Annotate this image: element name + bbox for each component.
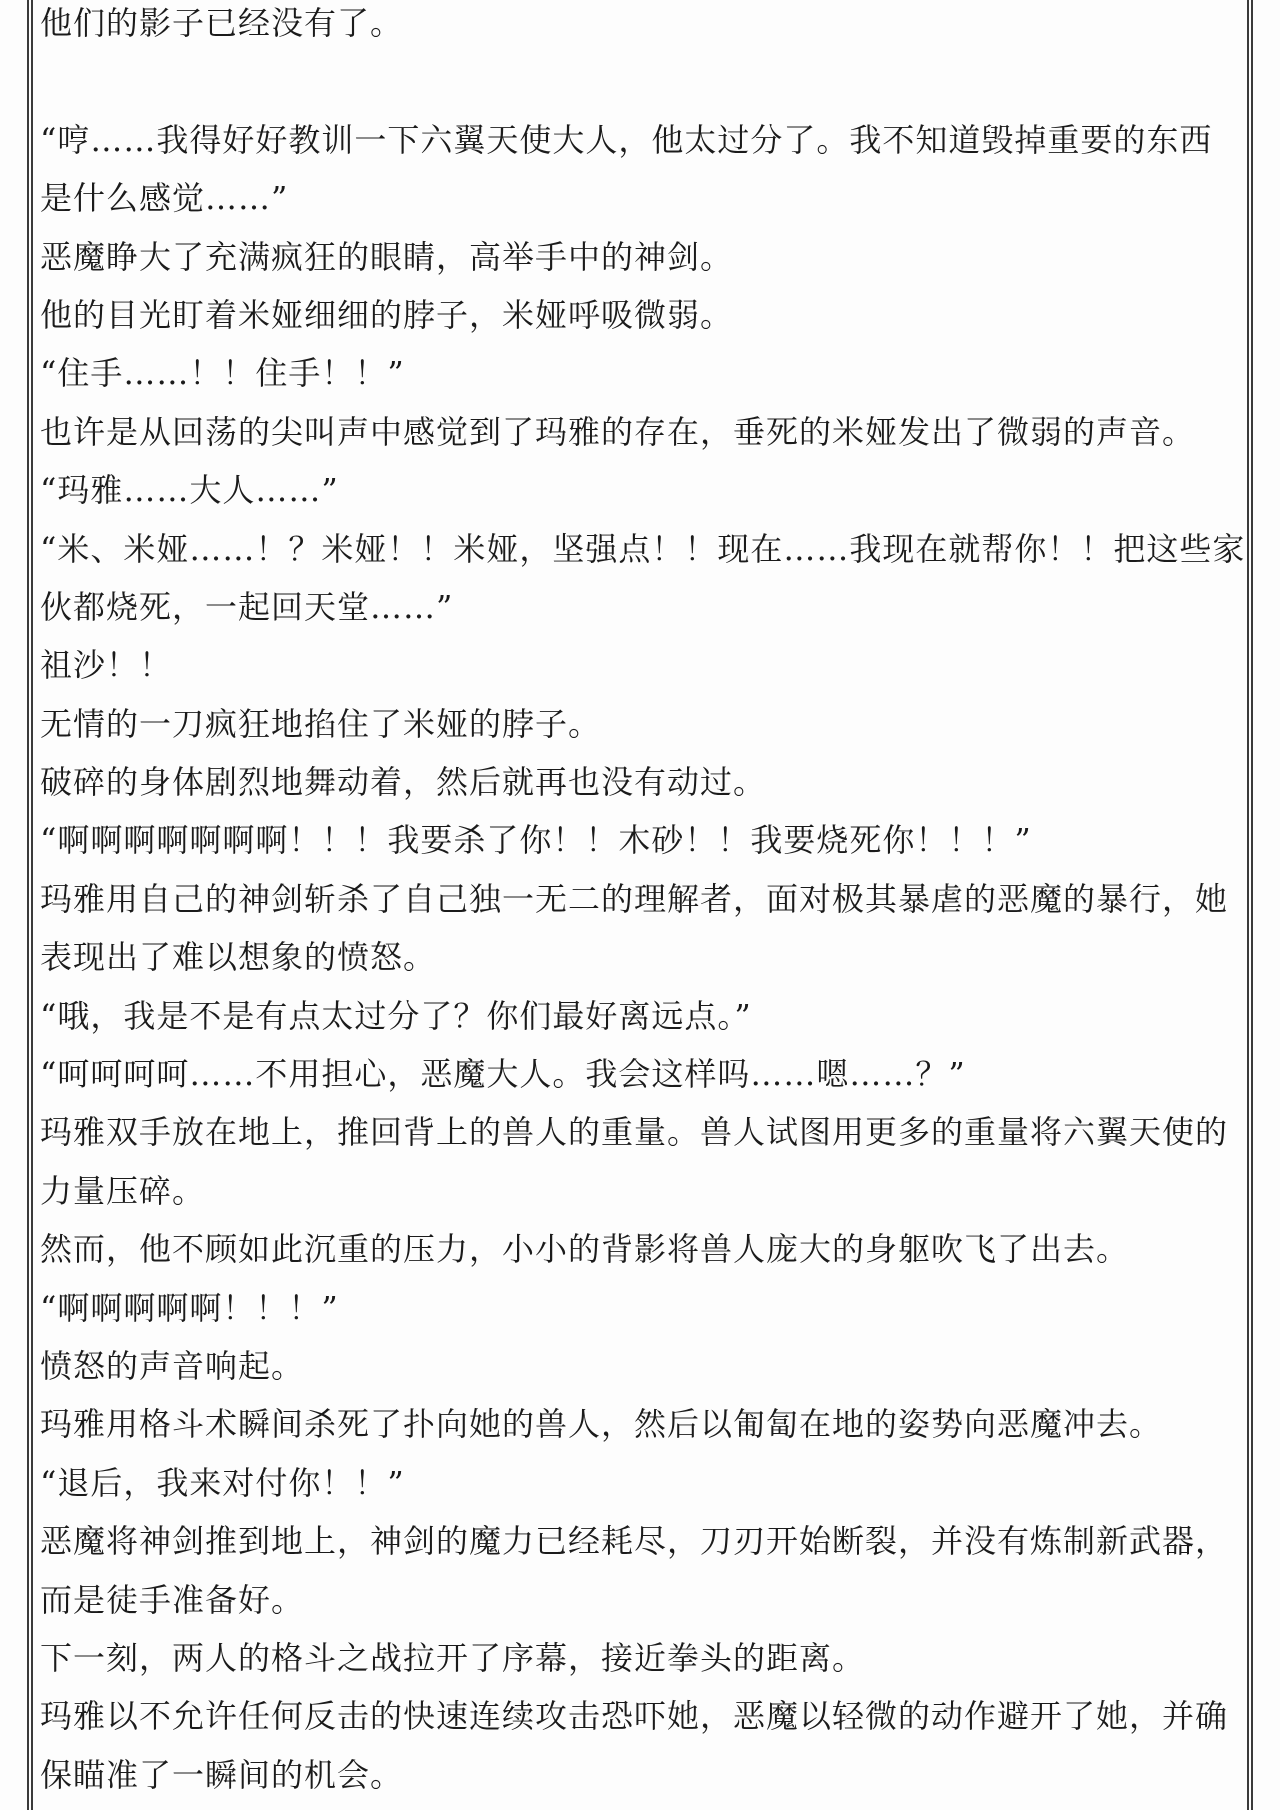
text-line: 然而，他不顾如此沉重的压力，小小的背影将兽人庞大的身躯吹飞了出去。	[40, 1230, 1130, 1269]
text-line: 玛雅用格斗术瞬间杀死了扑向她的兽人，然后以匍匐在地的姿势向恶魔冲去。	[40, 1405, 1163, 1444]
text-line: 下一刻，两人的格斗之战拉开了序幕，接近拳头的距离。	[40, 1638, 866, 1677]
text-line: 表现出了难以想象的愤怒。	[40, 938, 437, 977]
text-line: 力量压碎。	[40, 1171, 206, 1210]
text-line: 恶魔将神剑推到地上，神剑的魔力已经耗尽，刀刃开始断裂，并没有炼制新武器，	[40, 1522, 1229, 1561]
text-line: 愤怒的声音响起。	[40, 1346, 305, 1385]
text-line: 无情的一刀疯狂地掐住了米娅的脖子。	[40, 704, 602, 743]
text-line: 而是徒手准备好。	[40, 1580, 305, 1619]
text-line: 玛雅以不允许任何反击的快速连续攻击恐吓她，恶魔以轻微的动作避开了她，并确	[40, 1697, 1229, 1736]
text-line: “住手……！！住手！！”	[40, 354, 405, 393]
text-line: 祖沙！！	[40, 646, 173, 685]
text-line: “啊啊啊啊啊！！！”	[40, 1288, 339, 1327]
text-line: “哼……我得好好教训一下六翼天使大人，他太过分了。我不知道毁掉重要的东西	[40, 120, 1213, 159]
text-line: 也许是从回荡的尖叫声中感觉到了玛雅的存在，垂死的米娅发出了微弱的声音。	[40, 412, 1196, 451]
text-line: 保瞄准了一瞬间的机会。	[40, 1755, 404, 1794]
text-line: 玛雅双手放在地上，推回背上的兽人的重量。兽人试图用更多的重量将六翼天使的	[40, 1113, 1229, 1152]
text-line: 他的目光盯着米娅细细的脖子，米娅呼吸微弱。	[40, 295, 734, 334]
text-line: 恶魔睁大了充满疯狂的眼睛，高举手中的神剑。	[40, 237, 734, 276]
text-line: “啊啊啊啊啊啊啊！！！我要杀了你！！木砂！！我要烧死你！！！”	[40, 821, 1032, 860]
text-line: “玛雅……大人……”	[40, 471, 339, 510]
text-line: 他们的影子已经没有了。	[40, 4, 404, 42]
novel-text-column	[33, 0, 1247, 1804]
text-line: 破碎的身体剧烈地舞动着，然后就再也没有动过。	[40, 763, 767, 802]
text-line: “哦，我是不是有点太过分了？你们最好离远点。”	[40, 996, 752, 1035]
text-line: 玛雅用自己的神剑斩杀了自己独一无二的理解者，面对极其暴虐的恶魔的暴行，她	[40, 879, 1229, 918]
text-line: “呵呵呵呵……不用担心，恶魔大人。我会这样吗……嗯……？”	[40, 1055, 966, 1094]
text-line: “退后，我来对付你！！”	[40, 1463, 405, 1502]
text-line: “米、米娅……！？米娅！！米娅，坚强点！！现在……我现在就帮你！！把这些家	[40, 529, 1246, 568]
text-line: 伙都烧死，一起回天堂……”	[40, 587, 454, 626]
text-line: 是什么感觉……”	[40, 179, 289, 218]
novel-page-frame	[27, 0, 1253, 1810]
blank-line	[40, 52, 1240, 110]
